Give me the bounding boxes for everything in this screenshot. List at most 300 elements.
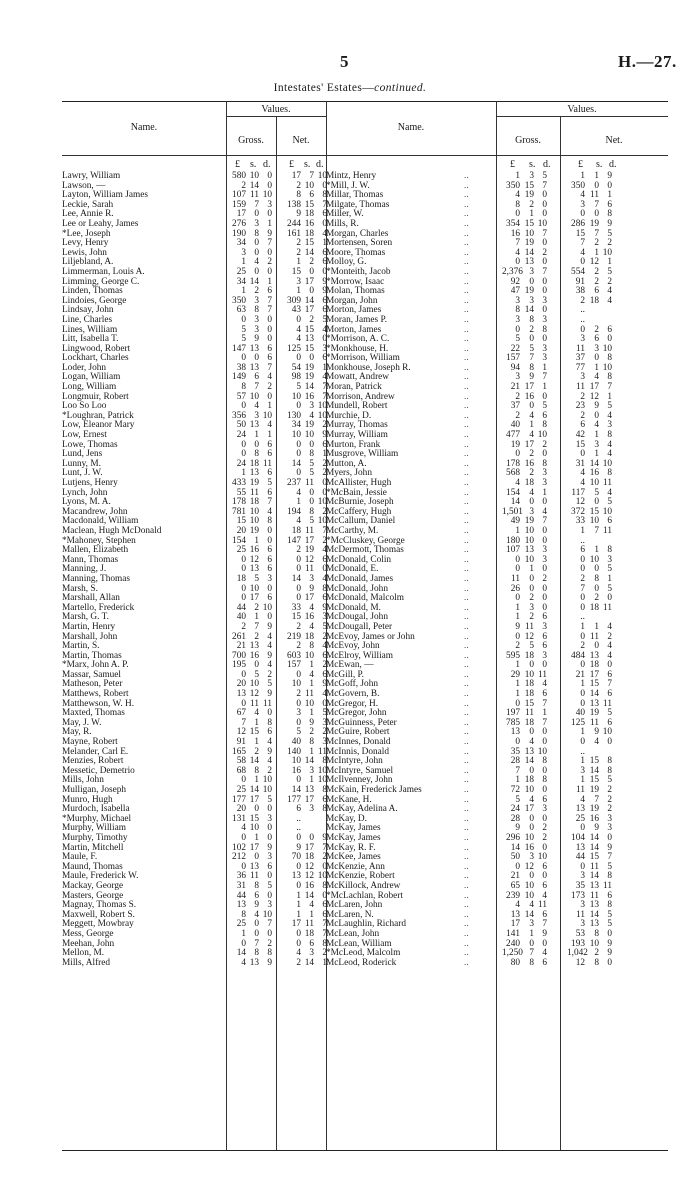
estate-name: McLaughlin, Richard xyxy=(326,919,407,930)
estate-name: Monkhouse, Joseph R. xyxy=(326,362,411,373)
net-pounds: .. xyxy=(580,535,585,546)
net-shillings: 8 xyxy=(309,641,314,652)
net-pounds: 2 xyxy=(296,238,301,249)
gross-pence: 6 xyxy=(542,612,547,623)
net-pounds: 2 xyxy=(296,641,301,652)
table-row xyxy=(326,402,670,412)
gross-pence: 9 xyxy=(267,746,272,757)
estate-name: Marsh, S. xyxy=(62,583,98,594)
gross-pounds: 14 xyxy=(510,497,520,508)
gross-shillings: 8 xyxy=(254,305,259,316)
net-shillings: 4 xyxy=(309,621,314,632)
net-pence: 0 xyxy=(607,334,612,345)
gross-shillings: 15 xyxy=(524,698,534,709)
leader-dots: .. xyxy=(464,545,469,556)
estate-name: Manning, J. xyxy=(62,564,107,575)
estate-name: McIntyre, Samuel xyxy=(326,765,394,776)
net-pence: 6 xyxy=(322,593,327,604)
header-name-left: Name. xyxy=(130,122,158,133)
net-shillings: 2 xyxy=(594,593,599,604)
net-pence: 8 xyxy=(322,785,327,795)
estate-name: Masters, George xyxy=(62,890,124,901)
gross-shillings: 10 xyxy=(524,554,534,565)
net-pence: 8 xyxy=(322,756,327,767)
net-pounds: 286 xyxy=(571,218,585,229)
header-bottom-rule xyxy=(62,155,668,156)
leader-dots: .. xyxy=(464,679,469,690)
net-shillings: 4 xyxy=(309,410,314,421)
net-pence: 9 xyxy=(607,218,612,229)
gross-shillings: 2 xyxy=(254,746,259,757)
estate-name: Lewis, John xyxy=(62,247,107,258)
net-pounds: 0 xyxy=(296,449,301,460)
gross-pounds: 0 xyxy=(241,439,246,450)
estate-name: Line, Charles xyxy=(62,314,113,325)
net-pence: 10 xyxy=(602,506,612,517)
net-pence: 4 xyxy=(607,439,612,450)
gross-shillings: 0 xyxy=(254,247,259,258)
net-pence: 4 xyxy=(607,621,612,632)
gross-shillings: 1 xyxy=(254,775,259,786)
net-pence: 7 xyxy=(322,919,327,930)
estate-name: McKenzie, Robert xyxy=(326,871,395,882)
gross-pounds: 1,250 xyxy=(502,948,523,959)
net-shillings: 3 xyxy=(309,765,314,776)
gross-shillings: 15 xyxy=(524,180,534,191)
net-shillings: 4 xyxy=(594,737,599,748)
header-gross-left: Gross. xyxy=(238,135,264,146)
gross-shillings: 2 xyxy=(529,324,534,335)
gross-shillings: 7 xyxy=(254,621,259,632)
net-pounds: 91 xyxy=(575,276,585,287)
estate-name: McKay, D. xyxy=(326,813,367,824)
gross-shillings: 3 xyxy=(529,919,534,930)
leader-dots: .. xyxy=(464,573,469,584)
net-pence: 3 xyxy=(322,717,327,728)
gross-shillings: 15 xyxy=(524,218,534,229)
leader-dots: .. xyxy=(464,727,469,738)
gross-pounds: 180 xyxy=(506,535,520,546)
estate-name: Lindoies, George xyxy=(62,295,127,306)
net-pence: 4 xyxy=(322,324,327,335)
gross-pence: 0 xyxy=(542,525,547,536)
document-code: H.—27. xyxy=(618,52,677,71)
net-pounds: 17 xyxy=(291,171,301,181)
gross-shillings: 10 xyxy=(249,506,259,517)
net-shillings: 16 xyxy=(589,813,599,824)
leader-dots: .. xyxy=(464,420,469,431)
gross-pence: 4 xyxy=(267,756,272,767)
leader-dots: .. xyxy=(464,247,469,258)
gross-pence: 3 xyxy=(542,478,547,488)
gross-pence: 6 xyxy=(542,689,547,700)
estate-name: Mellon, M. xyxy=(62,948,105,959)
net-pence: 0 xyxy=(322,564,327,575)
gross-pounds: 197 xyxy=(506,708,520,719)
estate-name: May, J. W. xyxy=(62,717,102,728)
net-pence: 8 xyxy=(322,804,327,815)
net-pounds: 0 xyxy=(296,928,301,939)
net-shillings: 16 xyxy=(304,880,314,891)
net-pounds: 54 xyxy=(291,362,301,373)
net-pence: 5 xyxy=(322,708,327,719)
estate-name: Murphy, William xyxy=(62,823,126,834)
net-pounds: 2 xyxy=(580,391,585,402)
net-pence: 11 xyxy=(603,602,612,613)
gross-shillings: 4 xyxy=(529,900,534,911)
gross-pence: 1 xyxy=(267,218,272,229)
leader-dots: .. xyxy=(464,775,469,786)
net-pounds: 0 xyxy=(580,861,585,872)
gross-pence: 4 xyxy=(542,948,547,959)
gross-pence: 2 xyxy=(267,257,272,268)
net-shillings: 2 xyxy=(594,948,599,959)
net-pounds: 15 xyxy=(291,612,301,623)
net-shillings: 14 xyxy=(589,689,599,700)
net-shillings: 11 xyxy=(590,190,599,201)
gross-pounds: 1 xyxy=(241,468,246,479)
gross-pence: 10 xyxy=(262,190,272,201)
net-pence: 8 xyxy=(607,353,612,364)
net-shillings: 11 xyxy=(590,631,599,642)
gross-pounds: 8 xyxy=(515,199,520,210)
gross-shillings: 5 xyxy=(529,343,534,354)
gross-pence: 5 xyxy=(267,794,272,805)
net-shillings: 11 xyxy=(305,689,314,700)
estate-name: Mess, George xyxy=(62,928,114,939)
gross-pounds: 5 xyxy=(241,324,246,335)
net-pounds: 0 xyxy=(580,449,585,460)
net-shillings: 8 xyxy=(309,506,314,517)
estate-name: McDonald, Colin xyxy=(326,554,392,565)
gross-shillings: 4 xyxy=(254,708,259,719)
net-pence: 3 xyxy=(322,343,327,354)
net-pence: 9 xyxy=(322,276,327,287)
gross-pence: 7 xyxy=(267,295,272,306)
gross-pence: 0 xyxy=(542,449,547,460)
gross-pence: 0 xyxy=(267,209,272,220)
gross-shillings: 11 xyxy=(525,621,534,632)
net-shillings: 6 xyxy=(594,334,599,345)
gross-pounds: 1 xyxy=(515,660,520,671)
gross-pence: 1 xyxy=(542,382,547,393)
net-shillings: 14 xyxy=(589,832,599,843)
net-pence: 6 xyxy=(322,794,327,805)
estate-name: McInnis, Donald xyxy=(326,746,390,757)
estate-name: McElroy, William xyxy=(326,650,394,661)
net-shillings: 3 xyxy=(594,343,599,354)
gross-shillings: 7 xyxy=(529,948,534,959)
gross-pounds: 0 xyxy=(515,737,520,748)
estate-name: Mutton, A. xyxy=(326,458,367,469)
gross-pence: 3 xyxy=(542,343,547,354)
net-pence: 4 xyxy=(322,573,327,584)
leader-dots: .. xyxy=(464,458,469,469)
gross-pence: 0 xyxy=(267,928,272,939)
net-shillings: 0 xyxy=(594,583,599,594)
net-pence: 4 xyxy=(607,641,612,652)
estate-name: Moran, James P. xyxy=(326,314,387,325)
gross-shillings: 0 xyxy=(254,660,259,671)
net-pence: 1 xyxy=(607,391,612,402)
gross-pence: 1 xyxy=(267,276,272,287)
gross-pence: 2 xyxy=(267,938,272,949)
leader-dots: .. xyxy=(464,880,469,891)
gross-shillings: 13 xyxy=(524,545,534,556)
gross-pence: 0 xyxy=(267,334,272,345)
gross-pounds: 3 xyxy=(515,295,520,306)
gross-pence: 1 xyxy=(542,708,547,719)
estate-name: McDougal, John xyxy=(326,612,388,623)
gross-pence: 0 xyxy=(267,871,272,882)
estate-name: McGregor, H. xyxy=(326,698,379,709)
table-row xyxy=(62,441,362,451)
gross-pounds: 5 xyxy=(241,334,246,345)
gross-shillings: 10 xyxy=(524,669,534,680)
estate-name: Morton, James xyxy=(326,305,382,316)
gross-pounds: 40 xyxy=(236,612,246,623)
table-row xyxy=(326,661,670,671)
leader-dots: .. xyxy=(464,257,469,268)
estate-name: Long, William xyxy=(62,382,117,393)
net-pounds: 104 xyxy=(571,832,585,843)
gross-pounds: 29 xyxy=(510,669,520,680)
estate-name: Meggett, Mowbray xyxy=(62,919,134,930)
gross-pounds: 1 xyxy=(241,257,246,268)
net-pounds: 309 xyxy=(287,295,301,306)
leader-dots: .. xyxy=(464,295,469,306)
gross-shillings: 14 xyxy=(249,756,259,767)
net-pounds: 2 xyxy=(296,621,301,632)
net-shillings: 3 xyxy=(309,573,314,584)
estate-name: Mulligan, Joseph xyxy=(62,785,127,795)
net-shillings: 15 xyxy=(304,343,314,354)
net-shillings: 12 xyxy=(589,391,599,402)
net-pounds: 0 xyxy=(580,737,585,748)
gross-pounds: 0 xyxy=(241,314,246,325)
gross-pence: 9 xyxy=(267,689,272,700)
gross-pence: 4 xyxy=(542,679,547,690)
gross-shillings: 19 xyxy=(524,286,534,297)
gross-shillings: 2 xyxy=(529,468,534,479)
gross-pence: 3 xyxy=(542,650,547,661)
gross-pounds: 94 xyxy=(510,362,520,373)
net-pence: 4 xyxy=(607,449,612,460)
gross-shillings: 4 xyxy=(254,909,259,920)
gross-pence: 6 xyxy=(542,957,547,968)
net-pence: 5 xyxy=(322,314,327,325)
net-shillings: 5 xyxy=(594,487,599,498)
gross-shillings: 3 xyxy=(529,852,534,863)
estate-name: *Murphy, Michael xyxy=(62,813,132,824)
header-gross-right: Gross. xyxy=(515,135,541,146)
net-pounds: 17 xyxy=(291,919,301,930)
net-pence: 7 xyxy=(322,199,327,210)
net-pence: 1 xyxy=(322,957,327,968)
gross-pence: 3 xyxy=(267,573,272,584)
gross-pence: 4 xyxy=(267,660,272,671)
estate-name: McEwan, — xyxy=(326,660,374,671)
net-pence: 6 xyxy=(322,305,327,316)
gross-shillings: 5 xyxy=(254,669,259,680)
estate-name: *McBain, Jessie xyxy=(326,487,387,498)
net-pounds: 2 xyxy=(296,957,301,968)
gross-pence: 9 xyxy=(267,621,272,632)
net-shillings: 8 xyxy=(309,737,314,748)
gross-pence: 3 xyxy=(542,545,547,556)
gross-shillings: 9 xyxy=(529,372,534,383)
gross-pence: 6 xyxy=(267,343,272,354)
net-pence: 6 xyxy=(607,689,612,700)
leader-dots: .. xyxy=(464,928,469,939)
gross-pounds: 22 xyxy=(510,343,520,354)
net-shillings: 16 xyxy=(304,218,314,229)
net-pounds: 4 xyxy=(580,478,585,488)
estate-name: Murray, William xyxy=(326,430,388,441)
net-pence: 11 xyxy=(603,698,612,709)
leader-dots: .. xyxy=(464,689,469,700)
net-pounds: 11 xyxy=(576,382,585,393)
estate-name: Longmuir, Robert xyxy=(62,391,129,402)
net-shillings: 1 xyxy=(309,708,314,719)
estate-name: Murphy, Timothy xyxy=(62,832,128,843)
gross-pounds: 212 xyxy=(232,852,246,863)
gross-pence: 6 xyxy=(267,564,272,575)
gross-pence: 4 xyxy=(267,506,272,517)
net-pence: 2 xyxy=(322,420,327,431)
leader-dots: .. xyxy=(464,430,469,441)
gross-shillings: 0 xyxy=(254,353,259,364)
estate-name: *Morrison, William xyxy=(326,353,400,364)
net-pounds: 1 xyxy=(580,171,585,181)
net-shillings: 9 xyxy=(309,583,314,594)
gross-pounds: 0 xyxy=(241,449,246,460)
estate-name: McDonald, E. xyxy=(326,564,379,575)
gross-shillings: 11 xyxy=(250,698,259,709)
estate-name: Morgan, John xyxy=(326,295,378,306)
net-pence: 0 xyxy=(607,957,612,968)
net-pounds: .. xyxy=(580,746,585,757)
leader-dots: .. xyxy=(464,334,469,345)
leader-dots: .. xyxy=(464,698,469,709)
net-pence: 4 xyxy=(607,286,612,297)
gross-shillings: 16 xyxy=(524,391,534,402)
net-pounds: 42 xyxy=(575,430,585,441)
estate-name: McKay, James xyxy=(326,832,381,843)
net-pounds: 1 xyxy=(296,909,301,920)
net-shillings: 0 xyxy=(309,832,314,843)
gross-pence: 6 xyxy=(267,439,272,450)
gross-pence: 2 xyxy=(542,439,547,450)
table-row xyxy=(62,421,362,431)
gross-pounds: 356 xyxy=(232,410,246,421)
net-pounds: 15 xyxy=(575,228,585,239)
net-pence: 2 xyxy=(607,276,612,287)
net-pence: 7 xyxy=(322,928,327,939)
net-shillings: 4 xyxy=(309,900,314,911)
estate-name: Murray, Thomas xyxy=(326,420,388,431)
gross-pounds: 65 xyxy=(510,880,520,891)
estate-name: *Monteith, Jacob xyxy=(326,266,391,277)
net-pounds: 3 xyxy=(296,708,301,719)
estate-name: Limming, George C. xyxy=(62,276,140,287)
estate-name: McKay, Adelina A. xyxy=(326,804,398,815)
gross-pounds: 568 xyxy=(506,468,520,479)
gross-shillings: 18 xyxy=(249,458,259,469)
net-pounds: 219 xyxy=(287,631,301,642)
estate-name: McEvoy, James or John xyxy=(326,631,415,642)
gross-pounds: 781 xyxy=(232,506,246,517)
estate-name: Lowe, Thomas xyxy=(62,439,118,450)
net-pence: 1 xyxy=(322,449,327,460)
gross-pence: 0 xyxy=(542,737,547,748)
gross-shillings: 2 xyxy=(254,631,259,642)
gross-pounds: 1,501 xyxy=(502,506,523,517)
leader-dots: .. xyxy=(464,919,469,930)
gross-pounds: 4 xyxy=(515,478,520,488)
gross-pounds: 1 xyxy=(515,171,520,181)
gross-pounds: 57 xyxy=(236,391,246,402)
net-pence: 0 xyxy=(322,180,327,191)
gross-pounds: 31 xyxy=(236,880,246,891)
gross-pounds: 24 xyxy=(236,430,246,441)
net-pounds: 13 xyxy=(575,804,585,815)
net-shillings: 0 xyxy=(594,353,599,364)
gross-shillings: 18 xyxy=(524,478,534,488)
net-pence: 9 xyxy=(607,171,612,181)
net-pence: 2 xyxy=(322,948,327,959)
estate-name: McDougall, Peter xyxy=(326,621,393,632)
gross-pounds: 149 xyxy=(232,372,246,383)
net-pence: 0 xyxy=(322,890,327,901)
net-pence: 10 xyxy=(317,401,327,412)
gross-pence: 0 xyxy=(542,391,547,402)
net-shillings: 2 xyxy=(594,324,599,335)
estate-name: Maxted, Thomas xyxy=(62,708,125,719)
gross-shillings: 14 xyxy=(524,909,534,920)
net-pounds: 40 xyxy=(291,737,301,748)
net-pounds: 3 xyxy=(580,199,585,210)
gross-pounds: 15 xyxy=(236,516,246,527)
net-pounds: 98 xyxy=(291,372,301,383)
gross-pounds: 2 xyxy=(515,391,520,402)
leader-dots: .. xyxy=(464,756,469,767)
net-pence: 8 xyxy=(607,765,612,776)
title-main: Intestates' Estates— xyxy=(273,82,375,94)
gross-pounds: 0 xyxy=(241,775,246,786)
net-pounds: 372 xyxy=(571,506,585,517)
gross-pounds: 433 xyxy=(232,478,246,488)
net-pounds: 1 xyxy=(580,621,585,632)
leader-dots: .. xyxy=(464,180,469,191)
gross-shillings: 8 xyxy=(254,228,259,239)
net-pence: 10 xyxy=(317,775,327,786)
net-shillings: 8 xyxy=(309,449,314,460)
net-pounds: 1 xyxy=(580,727,585,738)
estate-name: Mann, Thomas xyxy=(62,554,119,565)
gross-pence: 0 xyxy=(267,171,272,181)
net-pence: 8 xyxy=(322,583,327,594)
net-shillings: 7 xyxy=(594,794,599,805)
estate-name: Lindsay, John xyxy=(62,305,114,316)
gross-shillings: 0 xyxy=(529,276,534,287)
net-pounds: 14 xyxy=(291,785,301,795)
net-pounds: 3 xyxy=(296,276,301,287)
leader-dots: .. xyxy=(464,871,469,882)
gross-shillings: 8 xyxy=(254,449,259,460)
net-shillings: 8 xyxy=(594,928,599,939)
gross-pence: 4 xyxy=(542,890,547,901)
